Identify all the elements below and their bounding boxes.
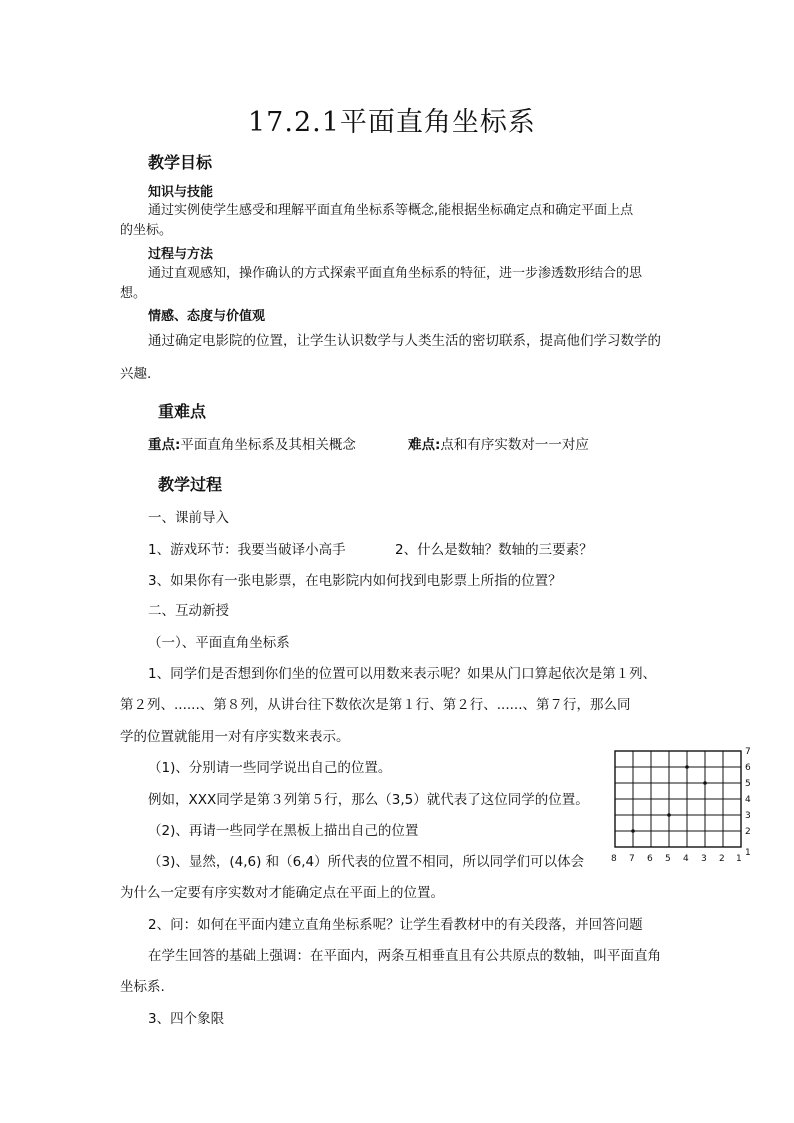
row-labels [745, 747, 751, 858]
page-title: 17.2.1平面直角坐标系 [248, 107, 536, 138]
process-line: 3、如果你有一张电影票，在电影院内如何找到电影票上所指的位置？ [148, 573, 562, 589]
process-line: 2、问：如何在平面内建立直角坐标系呢？让学生看教材中的有关段落，并回答问题 [148, 917, 643, 933]
difficult-label: 难点: [408, 437, 441, 453]
seat-dot [703, 781, 707, 785]
process-line: 1、游戏环节：我要当破译小高手 [148, 542, 346, 558]
section-heading-process: 教学过程 [158, 475, 223, 494]
column-label: 8 [611, 854, 617, 864]
row-label: 1 [745, 848, 751, 858]
process-line: 一、课前导入 [148, 510, 229, 526]
process-line: 2、什么是数轴？数轴的三要素？ [395, 542, 593, 558]
section-heading-objectives: 教学目标 [148, 153, 213, 172]
paragraph-line: 通过确定电影院的位置，让学生认识数学与人类生活的密切联系，提高他们学习数学的 [148, 333, 661, 349]
process-line: 3、四个象限 [148, 1011, 225, 1027]
paragraph-line: 的坐标。 [120, 223, 173, 238]
seat-dot [631, 829, 635, 833]
grid-lines [615, 751, 741, 847]
row-label: 3 [745, 811, 751, 821]
column-labels [611, 854, 742, 864]
column-label: 7 [629, 854, 635, 864]
process-line: 二、互动新授 [148, 603, 229, 619]
key-points-line [148, 435, 356, 455]
process-line: （1)、分别请一些同学说出自己的位置。 [148, 760, 392, 776]
process-line: 例如，XXX同学是第３列第５行，那么（3,5）就代表了这位同学的位置。 [148, 792, 589, 808]
column-label: 1 [736, 854, 742, 864]
row-label: 4 [745, 795, 751, 805]
column-label: 3 [701, 854, 707, 864]
difficult-text: 点和有序实数对一一对应 [440, 437, 589, 453]
paragraph-line: 通过实例使学生感受和理解平面直角坐标系等概念,能根据坐标确定点和确定平面上点 [148, 203, 634, 218]
process-line: 坐标系. [120, 979, 165, 995]
subheading-attitude: 情感、态度与价值观 [148, 309, 266, 324]
row-label: 2 [745, 827, 751, 837]
paragraph-line: 通过直观感知，操作确认的方式探索平面直角坐标系的特征，进一步渗透数形结合的思 [148, 266, 643, 281]
key-label: 重点: [148, 437, 181, 453]
column-label: 4 [683, 854, 689, 864]
process-line: 第２列、......、第８列，从讲台往下数依次是第１行、第２行、......、第７行，那么同 [120, 697, 631, 713]
process-line: 1、同学们是否想到你们坐的位置可以用数来表示呢？如果从门口算起依次是第１列、 [148, 666, 657, 682]
difficult-points-line [408, 435, 589, 455]
column-label: 6 [647, 854, 653, 864]
process-line: （2)、再请一些同学在黑板上描出自己的位置 [148, 823, 419, 839]
paragraph-line: 兴趣. [120, 366, 152, 382]
process-line: （一）、平面直角坐标系 [148, 635, 290, 651]
process-line: （3)、显然，(4,6) 和（6,4）所代表的位置不相同，所以同学们可以体会 [148, 854, 585, 870]
row-label: 7 [745, 747, 751, 757]
seat-grid-figure [606, 745, 756, 867]
key-text: 平面直角坐标系及其相关概念 [180, 437, 356, 453]
column-label: 2 [719, 854, 725, 864]
column-label: 5 [665, 854, 671, 864]
process-line: 学的位置就能用一对有序实数来表示。 [120, 729, 350, 745]
seat-dot [667, 813, 671, 817]
paragraph-line: 想。 [120, 286, 147, 301]
seat-dot [685, 765, 689, 769]
process-line: 为什么一定要有序实数对才能确定点在平面上的位置。 [120, 885, 444, 901]
section-heading-key-points: 重难点 [158, 402, 207, 421]
row-label: 5 [745, 779, 751, 789]
process-line: 在学生回答的基础上强调：在平面内，两条互相垂直且有公共原点的数轴，叫平面直角 [148, 948, 661, 964]
subheading-knowledge: 知识与技能 [148, 185, 214, 200]
subheading-process-method: 过程与方法 [148, 247, 214, 262]
row-label: 6 [745, 763, 751, 773]
